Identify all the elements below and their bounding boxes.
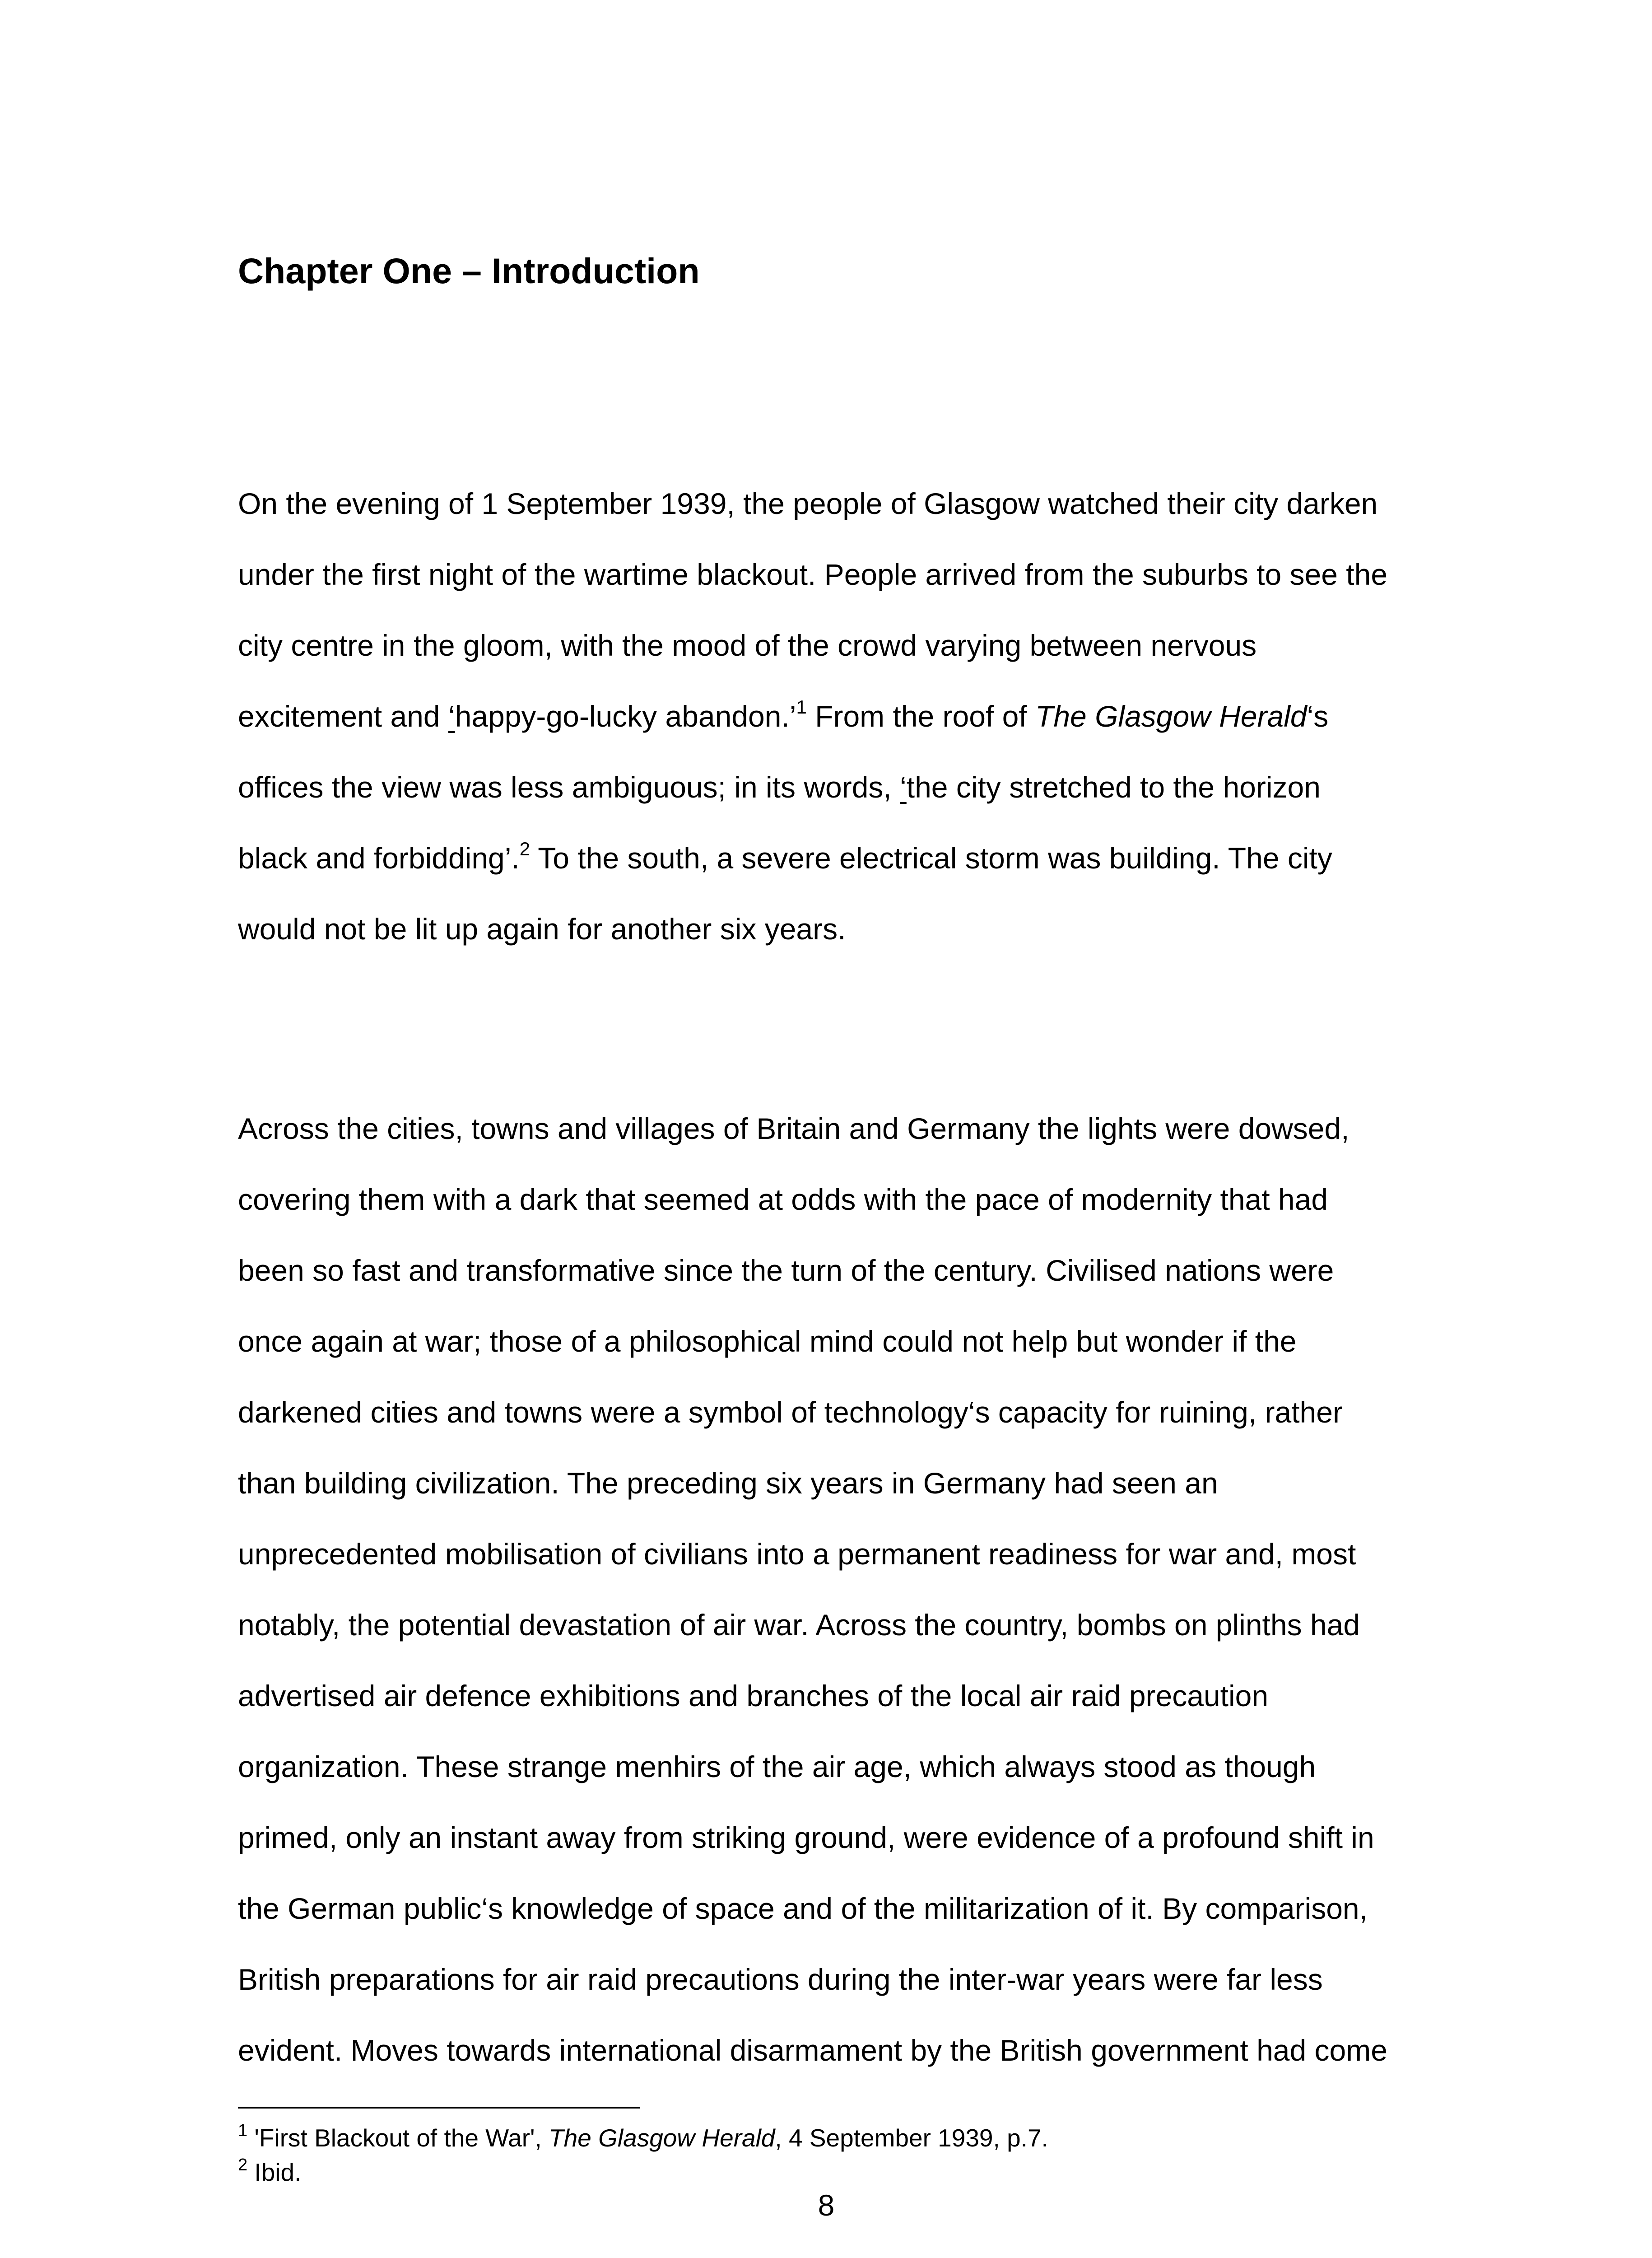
quoted-text: happy-go-lucky abandon.’ [455,700,796,733]
paragraph-1-line-4 [238,696,1434,772]
paragraph-2-line: organization. These strange menhirs of the air age, which always stood as though [238,1750,1316,1783]
footnote-number: 1 [238,2121,248,2140]
line-6-text-after: To the south, a severe electrical storm was building. The city [530,841,1332,875]
paragraph-1-line-5 [238,772,1434,843]
open-quote-mark: ‘ [900,770,907,804]
paragraph-1-line-7: would not be lit up again for another six years. [238,912,846,946]
paragraph-2-line: notably, the potential devastation of air war. Across the country, bombs on plinths had [238,1608,1360,1642]
paragraph-1 [238,489,1434,985]
open-quote-mark: ‘ [448,700,455,733]
footnote-text-after: , 4 September 1939, p.7. [775,2124,1048,2152]
footnote-2 [238,2155,1434,2189]
paragraph-2-line: covering them with a dark that seemed at odds with the pace of modernity that had [238,1183,1328,1216]
footnote-1 [238,2121,1434,2155]
footnotes [238,2121,1434,2189]
paragraph-2-line: Across the cities, towns and villages of Britain and Germany the lights were dowsed, [238,1112,1350,1145]
paragraph-2-line: primed, only an instant away from striking ground, were evidence of a profound shift in [238,1821,1374,1854]
footnote-text: Ibid. [247,2158,302,2186]
paragraph-2-line: the German public‘s knowledge of space and of the militarization of it. By comparison, [238,1892,1368,1925]
line-6-text-before: black and forbidding’. [238,841,520,875]
line-4-text-tail: ‘s [1307,700,1329,733]
line-4-text-after: From the roof of [806,700,1035,733]
footnote-text: 'First Blackout of the War', [247,2124,549,2152]
paragraph-2-line: evident. Moves towards international disarmament by the British government had come [238,2034,1387,2067]
paragraph-1-line-1: On the evening of 1 September 1939, the people of Glasgow watched their city darken [238,487,1378,520]
paragraph-2-line: advertised air defence exhibitions and branches of the local air raid precaution [238,1679,1269,1712]
paragraph-2-line: once again at war; those of a philosophical mind could not help but wonder if the [238,1325,1297,1358]
footnote-ref-1: 1 [796,696,807,718]
paragraph-2-line: darkened cities and towns were a symbol of technology‘s capacity for ruining, rather [238,1395,1343,1429]
chapter-heading: Chapter One – Introduction [238,251,700,291]
footnote-source-title: The Glasgow Herald [549,2124,775,2152]
footnote-ref-2: 2 [519,838,531,859]
line-5-text-after: the city stretched to the horizon [906,770,1321,804]
paragraph-1-line-2: under the first night of the wartime blackout. People arrived from the suburbs to see the [238,558,1388,591]
paragraph-2-line: unprecedented mobilisation of civilians into a permanent readiness for war and, most [238,1537,1356,1571]
line-4-text-before: excitement and [238,700,448,733]
paragraph-1-line-3: city centre in the gloom, with the mood of the crowd varying between nervous [238,629,1257,662]
footnote-separator [238,2107,640,2109]
footnote-number: 2 [238,2155,248,2174]
paragraph-2-line: been so fast and transformative since the turn of the century. Civilised nations were [238,1254,1334,1287]
paragraph-2-line: than building civilization. The preceding six years in Germany had seen an [238,1466,1218,1500]
line-5-text-before: offices the view was less ambiguous; in its words, [238,770,900,804]
paragraph-2-line: British preparations for air raid precautions during the inter-war years were far less [238,1963,1323,1996]
newspaper-title: The Glasgow Herald [1035,700,1307,733]
paragraph-1-line-6 [238,838,1434,914]
page-number: 8 [818,2188,835,2222]
paragraph-2 [238,1114,1434,2106]
